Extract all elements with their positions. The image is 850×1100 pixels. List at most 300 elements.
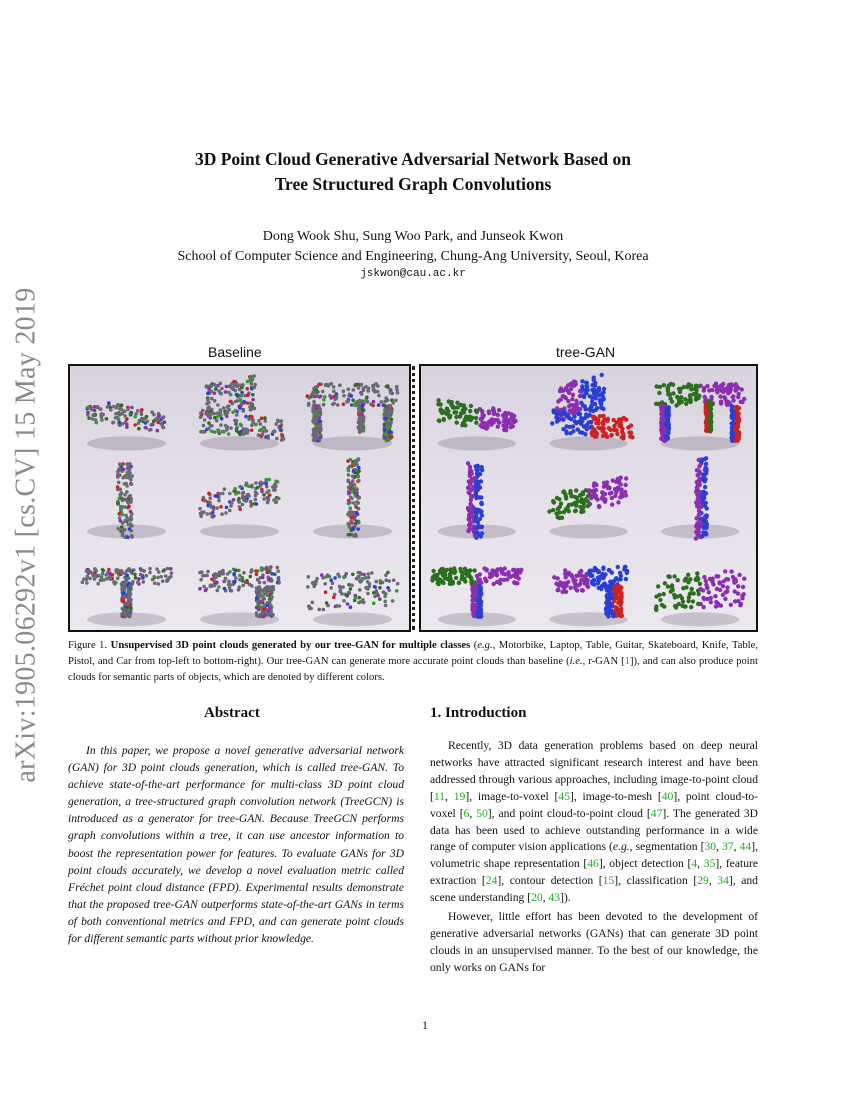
point (205, 512, 209, 516)
intro-text: , (445, 789, 454, 803)
point (474, 421, 478, 425)
point (123, 583, 127, 587)
point (261, 576, 265, 580)
point (120, 505, 124, 509)
point (82, 577, 86, 581)
point (198, 507, 202, 511)
point (358, 410, 362, 414)
point (608, 428, 612, 432)
point (624, 577, 628, 581)
point (262, 588, 266, 592)
point (460, 574, 464, 578)
point (317, 409, 321, 413)
point (273, 573, 277, 577)
point (384, 604, 388, 608)
point (383, 436, 387, 440)
arxiv-stamp-text: arXiv:1905.06292v1 [cs.CV] 15 May 2019 (11, 287, 42, 783)
point (347, 388, 351, 392)
point (500, 571, 504, 575)
point (505, 577, 509, 581)
point (277, 581, 281, 585)
point (578, 582, 582, 586)
point (228, 509, 232, 513)
point (129, 600, 133, 604)
point (311, 410, 315, 414)
point (253, 502, 257, 506)
citation-link[interactable]: 35 (703, 857, 716, 871)
point (381, 581, 385, 585)
point (568, 491, 572, 495)
point (703, 504, 707, 508)
point (222, 406, 226, 410)
object-shadow (661, 436, 739, 450)
point (338, 383, 342, 387)
intro-text: , (733, 840, 740, 854)
point (148, 571, 152, 575)
point (392, 578, 396, 582)
point (361, 423, 365, 427)
point (234, 576, 238, 580)
point (671, 383, 675, 387)
point (683, 604, 687, 608)
point (234, 409, 238, 413)
point (672, 593, 676, 597)
point (609, 584, 613, 588)
point (579, 573, 583, 577)
point (611, 613, 615, 617)
point (238, 406, 242, 410)
point (576, 427, 580, 431)
point (348, 533, 352, 537)
abstract-heading: Abstract (204, 705, 260, 721)
point (709, 596, 713, 600)
citation-link[interactable]: 15 (602, 874, 615, 888)
point (662, 417, 666, 421)
point (694, 388, 698, 392)
point (100, 575, 104, 579)
point (386, 384, 390, 388)
point (170, 571, 174, 575)
point (597, 393, 601, 397)
point (220, 512, 224, 516)
point (216, 403, 220, 407)
point (478, 589, 482, 593)
point (479, 534, 483, 538)
point (239, 398, 243, 402)
point (479, 610, 483, 614)
point (361, 598, 365, 602)
point (580, 379, 584, 383)
point (275, 437, 279, 441)
point (223, 412, 227, 416)
point (346, 602, 350, 606)
baseline-point-cloud-grid (70, 366, 409, 630)
point (157, 582, 161, 586)
point (211, 511, 215, 515)
point (698, 587, 702, 591)
caption-label: Figure 1. (68, 640, 108, 651)
point (137, 577, 141, 581)
citation-link[interactable]: 50 (476, 806, 488, 820)
point (478, 495, 482, 499)
point (266, 601, 270, 605)
citation-link[interactable]: 46 (587, 857, 599, 871)
point (614, 593, 618, 597)
point (105, 577, 109, 581)
point (724, 401, 728, 405)
citation-link[interactable]: 4 (691, 857, 698, 871)
point (475, 484, 479, 488)
point (581, 387, 585, 391)
point (391, 401, 395, 405)
point (120, 463, 124, 467)
point (262, 493, 266, 497)
point (351, 398, 355, 402)
point (87, 416, 91, 420)
point (279, 425, 283, 429)
point (583, 580, 587, 584)
point (705, 429, 709, 433)
point (696, 473, 700, 477)
point (314, 420, 318, 424)
citation-link[interactable]: 6 (463, 806, 470, 820)
caption-text: ]), and can also produce point clouds for semantic parts of objects, which are denoted by different colors. (68, 656, 758, 683)
point (614, 490, 618, 494)
point (121, 412, 125, 416)
point-cloud-table (430, 566, 523, 626)
point (81, 580, 85, 584)
point (599, 575, 603, 579)
point (162, 415, 166, 419)
point (206, 392, 210, 396)
point (452, 566, 456, 570)
citation-link[interactable]: 30 (704, 840, 717, 854)
point (599, 587, 603, 591)
point (569, 586, 573, 590)
point (565, 431, 569, 435)
point (573, 585, 577, 589)
point (351, 479, 355, 483)
point (317, 608, 321, 612)
tree-gan-point-cloud-grid (421, 366, 756, 630)
point (356, 496, 360, 500)
point (697, 464, 701, 468)
point (215, 506, 219, 510)
point (349, 587, 353, 591)
point (232, 380, 236, 384)
point (322, 608, 326, 612)
point (470, 504, 474, 508)
point (592, 378, 596, 382)
citation-link[interactable]: 45 (558, 789, 570, 803)
point (432, 573, 436, 577)
point (668, 575, 672, 579)
point (463, 579, 467, 583)
point (460, 423, 464, 427)
point (126, 408, 130, 412)
point (624, 493, 628, 497)
point (238, 383, 242, 387)
citation-link[interactable]: 1 (624, 656, 630, 667)
point (582, 505, 586, 509)
point (164, 574, 168, 578)
point (731, 575, 735, 579)
point (257, 607, 261, 611)
point (161, 580, 165, 584)
point (618, 596, 622, 600)
point (445, 411, 449, 415)
point (387, 589, 391, 593)
point (227, 582, 231, 586)
point (237, 588, 241, 592)
point (711, 582, 715, 586)
point (156, 429, 160, 433)
point (657, 391, 661, 395)
point (229, 426, 233, 430)
point-cloud-knife (313, 457, 392, 538)
point (141, 576, 145, 580)
point (658, 598, 662, 602)
point (391, 599, 395, 603)
point (573, 578, 577, 582)
point (377, 394, 381, 398)
citation-link[interactable]: 19 (453, 789, 466, 803)
point (352, 388, 356, 392)
citation-link[interactable]: 44 (739, 840, 752, 854)
citation-link[interactable]: 11 (433, 789, 446, 803)
citation-link[interactable]: 24 (485, 874, 498, 888)
point (332, 385, 336, 389)
point (581, 393, 585, 397)
point (217, 431, 221, 435)
point (616, 477, 620, 481)
point (437, 419, 441, 423)
point (124, 514, 128, 518)
point (216, 589, 220, 593)
point (315, 404, 319, 408)
citation-link[interactable]: 47 (650, 806, 663, 820)
point (556, 588, 560, 592)
point (579, 497, 583, 501)
point (734, 406, 738, 410)
point (112, 581, 116, 585)
arxiv-stamp (5, 287, 49, 783)
point (260, 566, 264, 570)
intro-text: ], point cloud-to-voxel [ (430, 789, 759, 820)
point (358, 428, 362, 432)
point (655, 384, 659, 388)
point (263, 416, 267, 420)
point (271, 485, 275, 489)
point (121, 476, 125, 480)
paper-title (100, 147, 726, 197)
citation-link[interactable]: 34 (717, 874, 729, 888)
point (601, 407, 605, 411)
point (120, 403, 124, 407)
point (280, 438, 284, 442)
point (241, 576, 245, 580)
point (329, 586, 333, 590)
point (101, 572, 105, 576)
point (474, 531, 478, 535)
point (573, 380, 577, 384)
point (275, 480, 279, 484)
point (252, 407, 256, 411)
point (244, 499, 248, 503)
point-cloud-guitar (87, 462, 166, 539)
citation-link[interactable]: 29 (697, 874, 709, 888)
tree-gan-panel (419, 364, 758, 632)
point (578, 412, 582, 416)
point (702, 605, 706, 609)
point (678, 594, 682, 598)
point (590, 581, 594, 585)
point (121, 600, 125, 604)
point (697, 394, 701, 398)
point-cloud-laptop (549, 373, 634, 451)
point (715, 385, 719, 389)
point (357, 507, 361, 511)
point (390, 418, 394, 422)
point (263, 581, 267, 585)
point (349, 605, 353, 609)
point (331, 581, 335, 585)
point (365, 395, 369, 399)
point (396, 391, 400, 395)
point (468, 409, 472, 413)
point (137, 421, 141, 425)
point (342, 599, 346, 603)
point (86, 411, 90, 415)
citation-link[interactable]: 43 (548, 891, 561, 905)
point (722, 395, 726, 399)
point (121, 592, 125, 596)
point (366, 592, 370, 596)
point (340, 592, 344, 596)
point (608, 491, 612, 495)
point (703, 477, 707, 481)
point (465, 569, 469, 573)
point (219, 392, 223, 396)
citation-link[interactable]: 37 (722, 840, 734, 854)
point (593, 396, 597, 400)
point (615, 432, 619, 436)
point (117, 481, 121, 485)
point (616, 500, 620, 504)
point (565, 424, 569, 428)
point-cloud-car (654, 569, 747, 626)
point (121, 572, 125, 576)
point (123, 505, 127, 509)
point (276, 569, 280, 573)
point (613, 494, 617, 498)
point (364, 385, 368, 389)
point (259, 422, 263, 426)
citation-link[interactable]: 20 (531, 891, 543, 905)
point (730, 426, 734, 430)
point (129, 500, 133, 504)
point (463, 407, 467, 411)
point (666, 387, 670, 391)
point (235, 393, 239, 397)
point (255, 596, 259, 600)
point (714, 600, 718, 604)
point (208, 496, 212, 500)
point (358, 588, 362, 592)
intro-text: ], image-to-voxel [ (465, 789, 559, 803)
point (702, 597, 706, 601)
point (622, 567, 626, 571)
point (336, 403, 340, 407)
intro-text: ], volumetric shape representation [ (430, 840, 758, 871)
point (249, 402, 253, 406)
point (442, 417, 446, 421)
citation-link[interactable]: 40 (661, 789, 674, 803)
point (247, 494, 251, 498)
point (127, 504, 131, 508)
point (242, 491, 246, 495)
point (690, 587, 694, 591)
point (129, 584, 133, 588)
point (272, 430, 276, 434)
point (367, 572, 371, 576)
point (314, 391, 318, 395)
point (150, 410, 154, 414)
point (268, 478, 272, 482)
point (567, 571, 571, 575)
point (159, 575, 163, 579)
point (250, 415, 254, 419)
point (716, 574, 720, 578)
point-cloud-skateboard (198, 478, 280, 539)
abstract-text: In this paper, we propose a novel generative adversarial network (GAN) for 3D point clouds generation, which is called tree-GAN. To achieve state-of-the-art performance for multi-class 3D point cloud generation, a tree-structured graph convolution network (TreeGCN) is introduced as a generator for tree-GAN. Because TreeGCN performs graph convolutions within a tree, it can use ancestor information to boost the representation power for features. To evaluate GANs for 3D point clouds accurately, we develop a novel evaluation metric called Fréchet point cloud distance (FPD). Experimental results demonstrate that the proposed tree-GAN outperforms state-of-the-art GANs in terms of both conventional metrics and FPD, and can generate point clouds for different semantic parts without prior knowledge. (68, 744, 404, 946)
point (233, 487, 237, 491)
point (713, 594, 717, 598)
point (662, 604, 666, 608)
point (108, 572, 112, 576)
object-shadow (549, 436, 627, 450)
point (99, 579, 103, 583)
point (359, 416, 363, 420)
point (210, 515, 214, 519)
point (454, 576, 458, 580)
point (204, 589, 208, 593)
point (445, 407, 449, 411)
point (357, 601, 361, 605)
point (129, 478, 133, 482)
point (313, 414, 317, 418)
point (265, 485, 269, 489)
point (250, 568, 254, 572)
point (697, 469, 701, 473)
point (737, 573, 741, 577)
point (119, 492, 123, 496)
point (601, 429, 605, 433)
point (475, 466, 479, 470)
point (566, 415, 570, 419)
point (348, 491, 352, 495)
point (383, 428, 387, 432)
point (133, 573, 137, 577)
point (165, 578, 169, 582)
point (268, 567, 272, 571)
point (238, 485, 242, 489)
point (674, 605, 678, 609)
point (139, 573, 143, 577)
point (479, 479, 483, 483)
point (377, 403, 381, 407)
point (570, 397, 574, 401)
